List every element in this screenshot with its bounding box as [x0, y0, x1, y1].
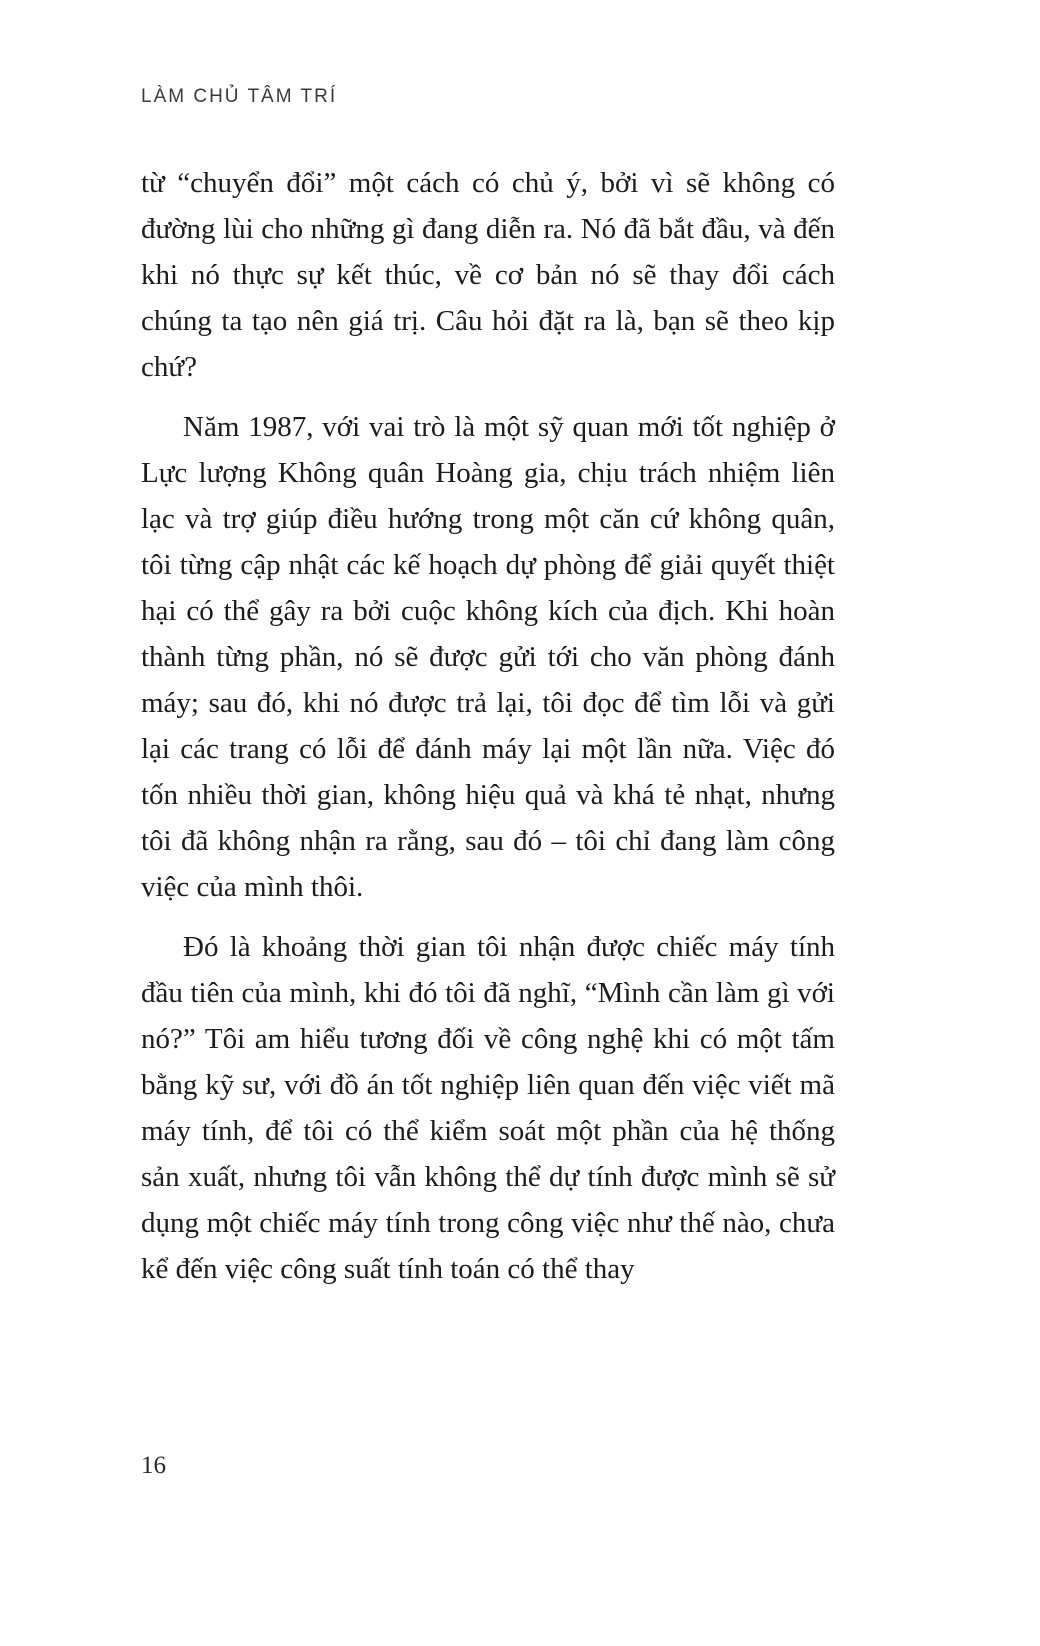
paragraph: từ “chuyển đổi” một cách có chủ ý, bởi vì sẽ không có đường lùi cho những gì đang diễn ra. Nó đã bắt đầu, và đến khi nó thực sự kết thúc, về cơ bản nó sẽ thay đổi cách chúng ta tạo nên giá trị. Câu hỏi đặt ra là, bạn sẽ theo kịp chứ?	[141, 167, 835, 383]
paragraph: Đó là khoảng thời gian tôi nhận được chiếc máy tính đầu tiên của mình, khi đó tôi đã nghĩ, “Mình cần làm gì với nó?” Tôi am hiểu tương đối về công nghệ khi có một tấm bằng kỹ sư, với đồ án tốt nghiệp liên quan đến việc viết mã máy tính, để tôi có thể kiểm soát một phần của hệ thống sản xuất, nhưng tôi vẫn không thể dự tính được mình sẽ sử dụng một chiếc máy tính trong công việc như thế nào, chưa kể đến việc công suất tính toán có thể thay	[141, 931, 835, 1285]
page-number: 16	[141, 1452, 166, 1479]
running-header: LÀM CHỦ TÂM TRÍ	[141, 86, 338, 107]
paragraph: Năm 1987, với vai trò là một sỹ quan mới tốt nghiệp ở Lực lượng Không quân Hoàng gia, chịu trách nhiệm liên lạc và trợ giúp điều hướng trong một căn cứ không quân, tôi từng cập nhật các kế hoạch dự phòng để giải quyết thiệt hại có thể gây ra bởi cuộc không kích của địch. Khi hoàn thành từng phần, nó sẽ được gửi tới cho văn phòng đánh máy; sau đó, khi nó được trả lại, tôi đọc để tìm lỗi và gửi lại các trang có lỗi để đánh máy lại một lần nữa. Việc đó tốn nhiều thời gian, không hiệu quả và khá tẻ nhạt, nhưng tôi đã không nhận ra rằng, sau đó – tôi chỉ đang làm công việc của mình thôi.	[141, 411, 835, 903]
body-text	[141, 160, 835, 1306]
